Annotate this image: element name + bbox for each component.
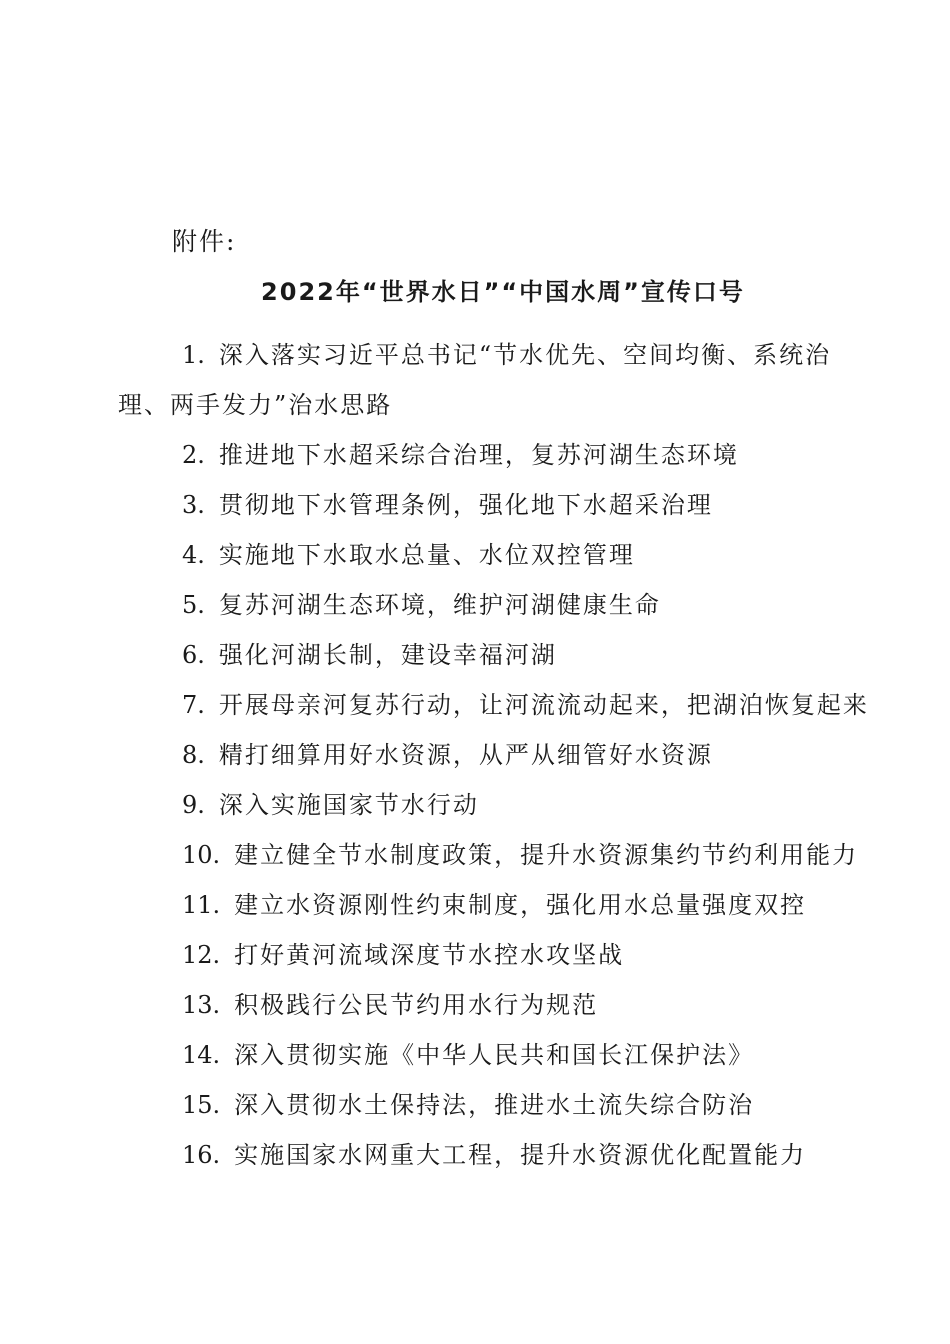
slogan-number: 11. <box>182 891 221 919</box>
slogan-number: 2. <box>182 441 205 469</box>
slogan-text: 贯彻地下水管理条例，强化地下水超采治理 <box>218 491 713 519</box>
slogan-number: 3. <box>182 491 205 519</box>
slogan-text: 精打细算用好水资源，从严从细管好水资源 <box>218 741 713 769</box>
slogan-number: 10. <box>182 841 221 869</box>
slogan-text: 推进地下水超采综合治理，复苏河湖生态环境 <box>218 441 739 469</box>
slogan-item <box>118 780 858 830</box>
slogan-item <box>118 980 858 1030</box>
slogan-text: 深入贯彻水土保持法，推进水土流失综合防治 <box>234 1091 755 1119</box>
slogan-text: 深入落实习近平总书记“节水优先、空间均衡、系统治理、两手发力”治水思路 <box>118 341 832 419</box>
slogan-item <box>118 330 858 430</box>
slogan-number: 16. <box>182 1141 221 1169</box>
slogan-text: 开展母亲河复苏行动，让河流流动起来，把湖泊恢复起来 <box>218 691 869 719</box>
slogan-text: 实施国家水网重大工程，提升水资源优化配置能力 <box>234 1141 807 1169</box>
slogan-item <box>118 480 858 530</box>
slogan-item <box>118 1030 858 1080</box>
slogan-text: 建立水资源刚性约束制度，强化用水总量强度双控 <box>234 891 807 919</box>
slogan-list <box>118 330 869 1180</box>
slogan-text: 积极践行公民节约用水行为规范 <box>234 991 599 1019</box>
slogan-item <box>118 530 858 580</box>
slogan-number: 13. <box>182 991 221 1019</box>
slogan-item <box>118 730 858 780</box>
slogan-number: 1. <box>182 341 205 369</box>
slogan-item <box>118 1080 858 1130</box>
slogan-number: 15. <box>182 1091 221 1119</box>
slogan-number: 5. <box>182 591 205 619</box>
attachment-label: 附件: <box>172 227 237 256</box>
slogan-text: 深入实施国家节水行动 <box>218 791 479 819</box>
slogan-text: 打好黄河流域深度节水控水攻坚战 <box>234 941 625 969</box>
slogan-item <box>118 930 858 980</box>
slogan-item <box>118 1130 858 1180</box>
slogan-number: 6. <box>182 641 205 669</box>
slogan-item <box>118 880 858 930</box>
slogan-number: 7. <box>182 691 205 719</box>
slogan-item <box>118 580 858 630</box>
slogan-item <box>118 830 858 880</box>
slogan-text: 强化河湖长制，建设幸福河湖 <box>218 641 557 669</box>
slogan-number: 4. <box>182 541 205 569</box>
slogan-text: 实施地下水取水总量、水位双控管理 <box>218 541 635 569</box>
slogan-number: 9. <box>182 791 205 819</box>
slogan-number: 8. <box>182 741 205 769</box>
slogan-text: 复苏河湖生态环境，维护河湖健康生命 <box>218 591 661 619</box>
slogan-item <box>118 680 869 730</box>
slogan-text: 深入贯彻实施《中华人民共和国长江保护法》 <box>234 1041 755 1069</box>
slogan-number: 14. <box>182 1041 221 1069</box>
slogan-item <box>118 430 858 480</box>
document-title: 2022年“世界水日”“中国水周”宣传口号 <box>261 278 745 306</box>
slogan-text: 建立健全节水制度政策，提升水资源集约节约利用能力 <box>234 841 859 869</box>
slogan-number: 12. <box>182 941 221 969</box>
slogan-item <box>118 630 858 680</box>
